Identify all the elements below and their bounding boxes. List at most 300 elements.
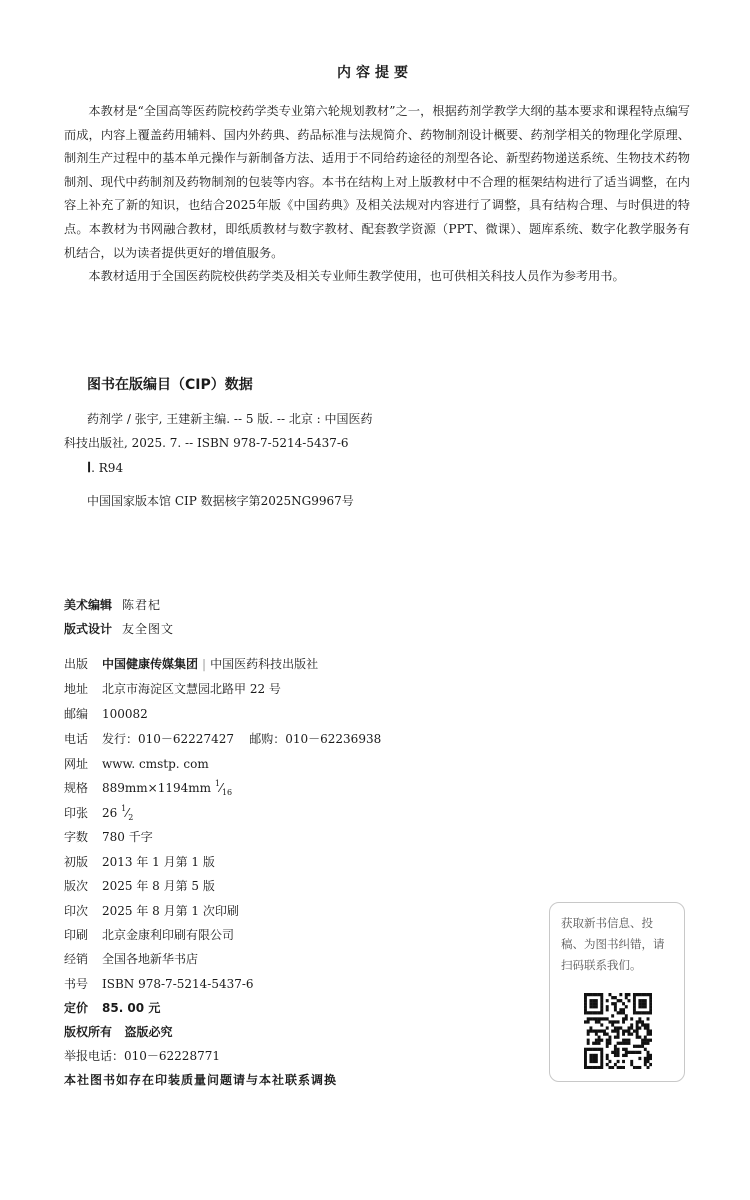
qr-module [600,999,603,1002]
qr-module [619,1026,622,1029]
qr-module [638,1017,641,1020]
qr-module [592,1002,595,1005]
qr-module [587,1042,590,1045]
qr-module [633,1005,636,1008]
cip-line-2: 科技出版社, 2025. 7. -- ISBN 978-7-5214-5437-6 [64,436,349,450]
qr-module [633,1008,636,1011]
qr-module [614,1002,617,1005]
summary-title: 内容提要 [337,65,413,81]
qr-module [630,1026,633,1029]
isbn-row [64,975,254,992]
isbn-value: ISBN 978-7-5214-5437-6 [102,977,254,991]
qr-module [647,993,650,996]
qr-module [614,1054,617,1057]
printer-row [64,926,234,943]
qr-module [600,1002,603,1005]
qr-module [628,1039,631,1042]
qr-module [595,1039,598,1042]
qr-module [644,1005,647,1008]
qr-module [584,1063,587,1066]
qr-module [644,1039,647,1042]
qr-module [622,1017,625,1020]
price-label: 定价 [64,1001,89,1015]
qr-module [636,1036,639,1039]
words-label: 字数 [64,830,89,844]
postcode-label: 邮编 [64,707,89,721]
qr-module [625,1042,628,1045]
sheets-label: 印张 [64,806,89,820]
copyright-notice: 版权所有 盗版必究 [64,1025,173,1039]
qr-module [647,1054,650,1057]
qr-module [600,1005,603,1008]
qr-module [595,1066,598,1069]
qr-module [641,1002,644,1005]
qr-module [598,1020,601,1023]
qr-module [625,1039,628,1042]
format-slash: ⁄ [219,781,222,795]
postcode-row [64,705,148,722]
qr-module [641,993,644,996]
qr-module [617,1051,620,1054]
qr-module [595,1033,598,1036]
qr-module [647,1060,650,1063]
qr-module [606,1042,609,1045]
qr-module [595,1060,598,1063]
qr-module [619,1066,622,1069]
format-value: 889mm×1194mm [102,781,212,795]
qr-module [638,1066,641,1069]
qr-module [617,1042,620,1045]
qr-module [628,1029,631,1032]
qr-module [625,1051,628,1054]
qr-module [622,1011,625,1014]
qr-module [608,1066,611,1069]
sheets-slash: ⁄ [126,806,129,820]
first-edition-label: 初版 [64,855,89,869]
qr-module [589,1054,592,1057]
qr-module [644,1026,647,1029]
qr-module [606,1026,609,1029]
qr-module [598,1036,601,1039]
qr-module [614,1026,617,1029]
sheets-denominator: 2 [128,813,134,822]
qr-module [611,1051,614,1054]
qr-module [649,1039,652,1042]
qr-module [647,1042,650,1045]
qr-module [584,1048,587,1051]
qr-module [589,993,592,996]
qr-module [608,1039,611,1042]
address-label: 地址 [64,682,89,696]
qr-module [644,999,647,1002]
qr-module [617,1033,620,1036]
qr-module [598,1029,601,1032]
sheets-value: 26 [102,806,118,820]
qr-module [638,1057,641,1060]
layout-design-label: 版式设计 [64,622,113,636]
qr-module [600,1063,603,1066]
qr-module [633,999,636,1002]
qr-module [589,1011,592,1014]
qr-module [606,1039,609,1042]
publisher-group: 中国健康传媒集团 [102,657,199,671]
qr-module [638,1036,641,1039]
cip-roman-numeral: Ⅰ [87,461,92,476]
qr-module [595,1011,598,1014]
qr-module [619,1011,622,1014]
qr-module [638,999,641,1002]
qr-module [628,993,631,996]
qr-module [589,1017,592,1020]
qr-module [644,1060,647,1063]
qr-module [641,1045,644,1048]
qr-module [606,1057,609,1060]
cip-classification [87,460,123,477]
qr-module [644,993,647,996]
qr-module [589,1026,592,1029]
qr-module [587,1017,590,1020]
qr-module [625,1017,628,1020]
qr-module [617,1011,620,1014]
qr-module [598,1039,601,1042]
qr-module [584,999,587,1002]
sheets-row [64,804,133,822]
qr-module [592,1057,595,1060]
publisher-row [64,655,318,672]
qr-module [592,1042,595,1045]
qr-module [636,1011,639,1014]
qr-module [647,1023,650,1026]
qr-module [633,1045,636,1048]
qr-module [600,1029,603,1032]
qr-module [638,1026,641,1029]
qr-module [614,1045,617,1048]
qr-module [625,996,628,999]
qr-module [636,993,639,996]
qr-module [611,1023,614,1026]
qr-module [584,1066,587,1069]
qr-module [606,1008,609,1011]
qr-module [598,1042,601,1045]
publisher-separator: | [202,657,207,671]
qr-module [647,1033,650,1036]
qr-module [630,1060,633,1063]
qr-module [587,1033,590,1036]
qr-module [600,1008,603,1011]
qr-contact-box [549,902,685,1082]
qr-module [647,1011,650,1014]
qr-module [636,1026,639,1029]
price-value: 85. 00 元 [102,1001,161,1015]
qr-module [647,1029,650,1032]
qr-module [622,1033,625,1036]
qr-module [638,1005,641,1008]
phone-value: 发行：010－62227427 邮购：010－62236938 [102,732,382,746]
qr-module [619,993,622,996]
qr-module [638,1020,641,1023]
qr-code-icon[interactable] [584,993,652,1069]
qr-module [617,1060,620,1063]
website-row [64,755,209,772]
qr-module [617,1048,620,1051]
qr-module [636,1066,639,1069]
qr-module [589,1029,592,1032]
qr-module [595,1002,598,1005]
qr-module [630,1063,633,1066]
qr-module [611,996,614,999]
qr-module [592,1048,595,1051]
qr-module [584,1054,587,1057]
qr-module [584,993,587,996]
qr-module [600,1066,603,1069]
quality-notice: 本社图书如存在印装质量问题请与本社联系调换 [64,1073,338,1087]
qr-module [649,1057,652,1060]
qr-module [614,996,617,999]
qr-module [606,1054,609,1057]
qr-module [600,993,603,996]
printer-label: 印刷 [64,928,89,942]
qr-module [614,1020,617,1023]
printing-value: 2025 年 8 月第 1 次印刷 [102,904,239,918]
qr-module [589,1057,592,1060]
qr-module [625,1029,628,1032]
edition-value: 2025 年 8 月第 5 版 [102,879,215,893]
qr-module [587,1011,590,1014]
qr-module [592,1060,595,1063]
qr-module [633,996,636,999]
format-denominator: 16 [221,788,233,797]
qr-module [617,1020,620,1023]
qr-module [625,993,628,996]
qr-module [641,1020,644,1023]
qr-module [647,1026,650,1029]
qr-module [614,1048,617,1051]
qr-module [649,1029,652,1032]
qr-module [614,1051,617,1054]
qr-module [589,1048,592,1051]
qr-module [628,1042,631,1045]
qr-module [600,1051,603,1054]
qr-caption: 获取新书信息、投稿、为图书纠错，请扫码联系我们。 [561,916,665,972]
qr-module [647,1017,650,1020]
qr-module [600,1054,603,1057]
qr-module [633,1051,636,1054]
qr-module [614,1063,617,1066]
cip-heading: 图书在版编目（CIP）数据 [87,377,253,393]
qr-module [584,1011,587,1014]
qr-module [584,1020,587,1023]
qr-module [628,1051,631,1054]
qr-module [633,993,636,996]
qr-module [625,1014,628,1017]
qr-module [644,1063,647,1066]
qr-module [584,1005,587,1008]
qr-module [600,1011,603,1014]
qr-module [644,1023,647,1026]
qr-module [636,1051,639,1054]
address-value: 北京市海淀区文慧园北路甲 22 号 [102,682,281,696]
qr-module [614,1005,617,1008]
qr-module [600,1023,603,1026]
qr-module [614,1008,617,1011]
qr-module [589,1005,592,1008]
qr-module [611,1029,614,1032]
edition-row [64,877,215,894]
qr-module [641,1039,644,1042]
postcode-value: 100082 [102,707,148,721]
qr-module [619,1042,622,1045]
qr-module [649,1054,652,1057]
qr-module [598,993,601,996]
qr-module [587,1039,590,1042]
qr-module [630,1017,633,1020]
layout-design-value: 友全图文 [122,622,175,636]
qr-module [584,1057,587,1060]
qr-module [641,999,644,1002]
printing-row [64,902,239,919]
qr-module [584,996,587,999]
phone-label: 电话 [64,732,89,746]
qr-module [608,1042,611,1045]
qr-module [619,1008,622,1011]
first-edition-row [64,853,215,870]
qr-module [600,1017,603,1020]
qr-module [587,1029,590,1032]
qr-module [600,1060,603,1063]
summary-paragraph-2: 本教材适用于全国医药院校供药学类及相关专业师生教学使用，也可供相关科技人员作为参考用书。 [88,269,625,284]
qr-module [598,1011,601,1014]
qr-module [633,1029,636,1032]
qr-module [598,1048,601,1051]
cip-line-1: 药剂学 / 张宇, 王建新主编. -- 5 版. -- 北京 : 中国医药 [87,412,373,426]
qr-module [647,1039,650,1042]
qr-module [611,1020,614,1023]
qr-module [611,1014,614,1017]
qr-module [603,1033,606,1036]
qr-module [638,1002,641,1005]
website-value: www. cmstp. com [102,757,209,771]
qr-module [584,1002,587,1005]
qr-module [606,999,609,1002]
qr-module [633,1066,636,1069]
sheets-numerator: 1 [121,804,127,813]
price-row [64,999,160,1016]
qr-module [595,1054,598,1057]
qr-module [595,1057,598,1060]
qr-module [617,999,620,1002]
qr-module [611,1066,614,1069]
qr-module [649,1033,652,1036]
distributor-value: 全国各地新华书店 [102,952,199,966]
qr-module [649,1005,652,1008]
website-label: 网址 [64,757,89,771]
qr-module [600,1057,603,1060]
qr-module [584,1008,587,1011]
qr-module [592,1005,595,1008]
edition-label: 版次 [64,879,89,893]
qr-module [592,1066,595,1069]
qr-module [595,1029,598,1032]
qr-module [608,1036,611,1039]
qr-module [589,1066,592,1069]
qr-module [622,1002,625,1005]
qr-module [608,1060,611,1063]
cip-class-code: . R94 [91,461,124,475]
qr-module [592,993,595,996]
distributor-row [64,950,198,967]
qr-module [649,1063,652,1066]
qr-module [649,1008,652,1011]
qr-module [625,1054,628,1057]
qr-module [625,1048,628,1051]
qr-module [649,993,652,996]
qr-module [600,1048,603,1051]
qr-module [617,1036,620,1039]
qr-module [628,1033,631,1036]
isbn-label: 书号 [64,977,89,991]
qr-module [641,1011,644,1014]
qr-module [636,1045,639,1048]
qr-module [644,1011,647,1014]
first-edition-value: 2013 年 1 月第 1 版 [102,855,215,869]
qr-module [644,1036,647,1039]
qr-module [641,1023,644,1026]
format-numerator: 1 [214,779,220,788]
qr-module [592,999,595,1002]
qr-module [587,1066,590,1069]
qr-module [649,1011,652,1014]
qr-module [595,993,598,996]
qr-module [606,1033,609,1036]
qr-module [630,1023,633,1026]
format-label: 规格 [64,781,89,795]
qr-module [638,1051,641,1054]
qr-module [638,1045,641,1048]
words-value: 780 千字 [102,830,153,844]
qr-module [622,1066,625,1069]
address-row [64,680,281,697]
qr-module [636,1020,639,1023]
qr-module [641,1005,644,1008]
qr-module [647,1066,650,1069]
qr-module [619,999,622,1002]
qr-module [608,1020,611,1023]
qr-module [622,1029,625,1032]
qr-module [595,1048,598,1051]
qr-module [622,1008,625,1011]
qr-module [592,1011,595,1014]
art-editor-label: 美术编辑 [64,598,113,612]
distributor-label: 经销 [64,952,89,966]
qr-module [589,1060,592,1063]
qr-module [630,1033,633,1036]
qr-module [608,993,611,996]
qr-module [647,1051,650,1054]
summary-body [64,100,690,289]
qr-module [633,1002,636,1005]
qr-module [617,1029,620,1032]
format-row [64,779,232,797]
qr-module [636,1023,639,1026]
qr-module [606,1017,609,1020]
qr-module [587,993,590,996]
cip-number: 中国国家版本馆 CIP 数据核字第2025NG9967号 [87,494,354,508]
qr-module [600,1039,603,1042]
summary-paragraph-1: 本教材是“全国高等医药院校药学类专业第六轮规划教材”之一，根据药剂学教学大纲的基本要求和课程特点编写而成，内容上覆盖药用辅料、国内外药典、药品标准与法规简介、药物制剂设计概要、药剂学相关的物理化学原理、制剂生产过程中的基本单元操作与新制备方法、适用于不同给药途径的剂型各论、新型药物递送系统、生物技术药物制剂、现代中药制剂及药物制剂的包装等内容。本书在结构上对上版教材中不合理的框架结构进行了适当调整，在内容上补充了新的知识，也结合2025年版《中国药典》及相关法规对内容进行了调整，具有结构合理、与时俱进的特点。本教材为书网融合教材，即纸质教材与数字教材、配套教学资源（PPT、微课）、题库系统、数字化教学服务有机结合，以为读者提供更好的增值服务。 [64,104,690,260]
qr-module [584,1051,587,1054]
qr-module [644,1042,647,1045]
qr-module [606,1063,609,1066]
